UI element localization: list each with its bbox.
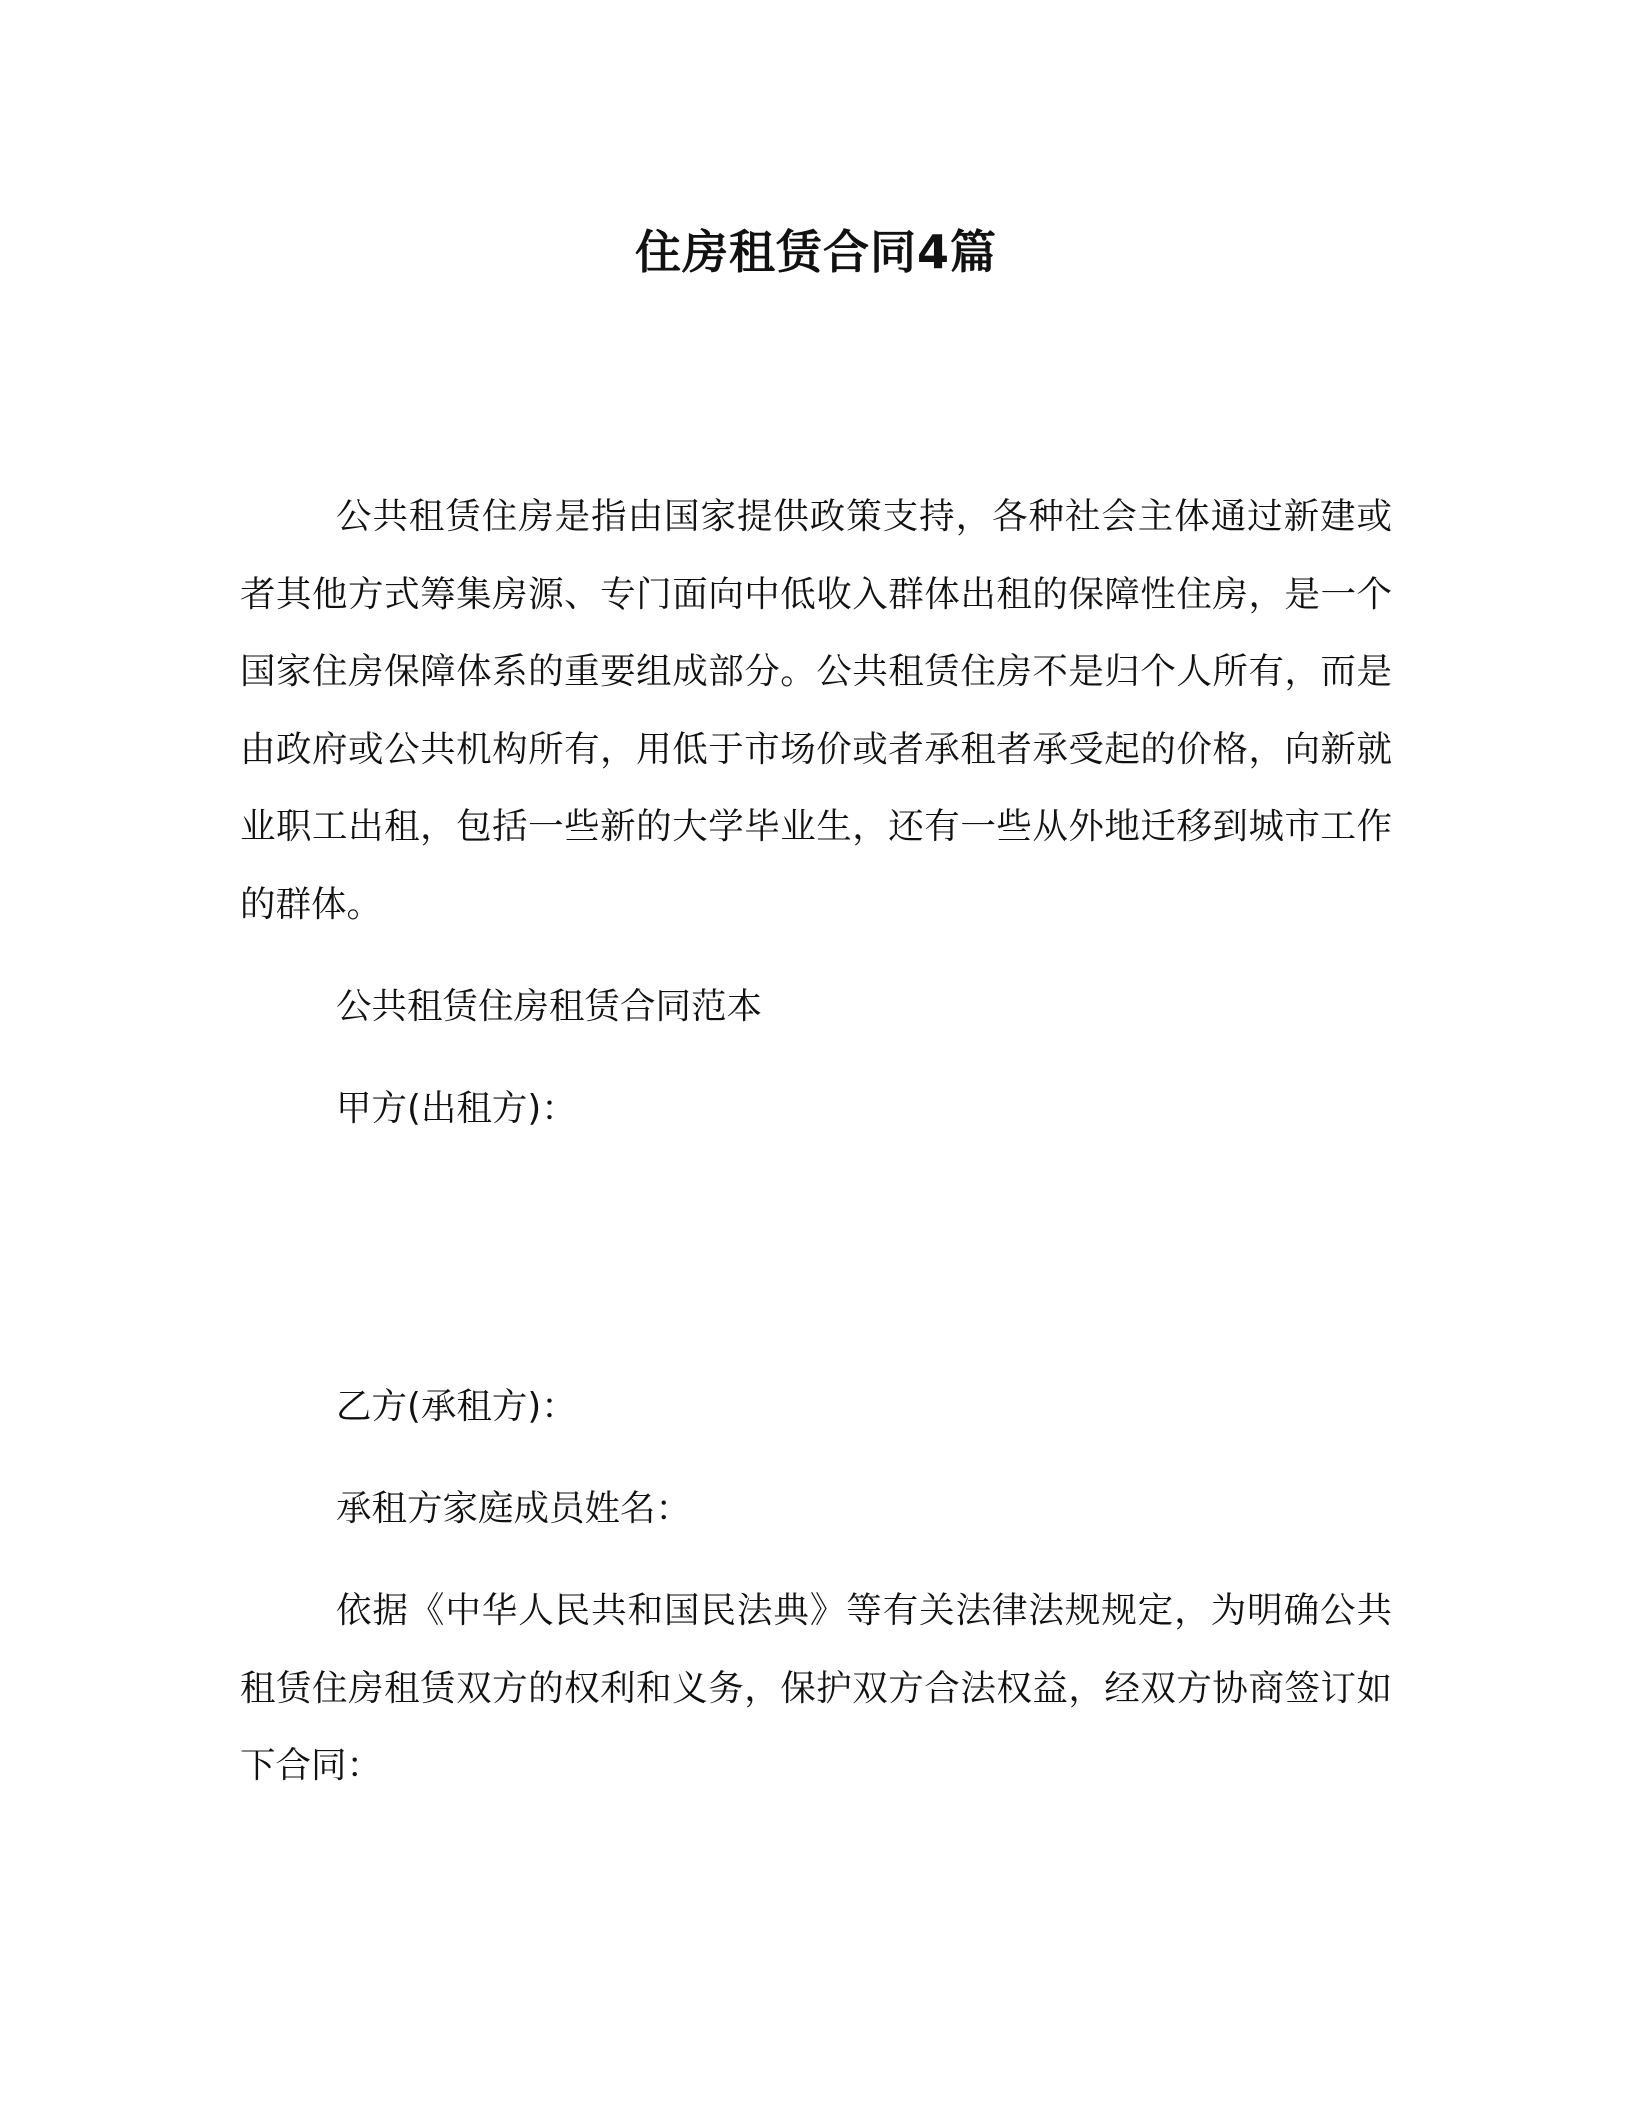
family-members-block	[240, 1470, 1392, 1548]
paragraph-legal-basis: 依据《中华人民共和国民法典》等有关法律法规规定，为明确公共租赁住房租赁双方的权利和义务，保护双方合法权益，经双方协商签订如下合同：	[240, 1590, 1392, 1786]
paragraph-intro: 公共租赁住房是指由国家提供政策支持，各种社会主体通过新建或者其他方式筹集房源、专门面向中低收入群体出租的保障性住房，是一个国家住房保障体系的重要组成部分。公共租赁住房不是归个人所有，而是由政府或公共机构所有，用低于市场价或者承租者承受起的价格，向新就业职工出租，包括一些新的大学毕业生，还有一些从外地迁移到城市工作的群体。	[240, 496, 1392, 925]
document-title: 住房租赁合同4篇	[634, 225, 997, 279]
legal-basis-block	[240, 1572, 1392, 1805]
party-b-block	[240, 1368, 1392, 1446]
contract-heading-block	[240, 968, 1392, 1046]
paragraph-contract-title: 公共租赁住房租赁合同范本	[336, 986, 763, 1027]
paragraph-party-a: 甲方(出租方)：	[336, 1088, 577, 1129]
intro-paragraph	[240, 478, 1392, 943]
paragraph-family-members: 承租方家庭成员姓名：	[336, 1488, 692, 1529]
party-a-block	[240, 1070, 1392, 1148]
paragraph-party-b: 乙方(承租方)：	[336, 1386, 577, 1427]
